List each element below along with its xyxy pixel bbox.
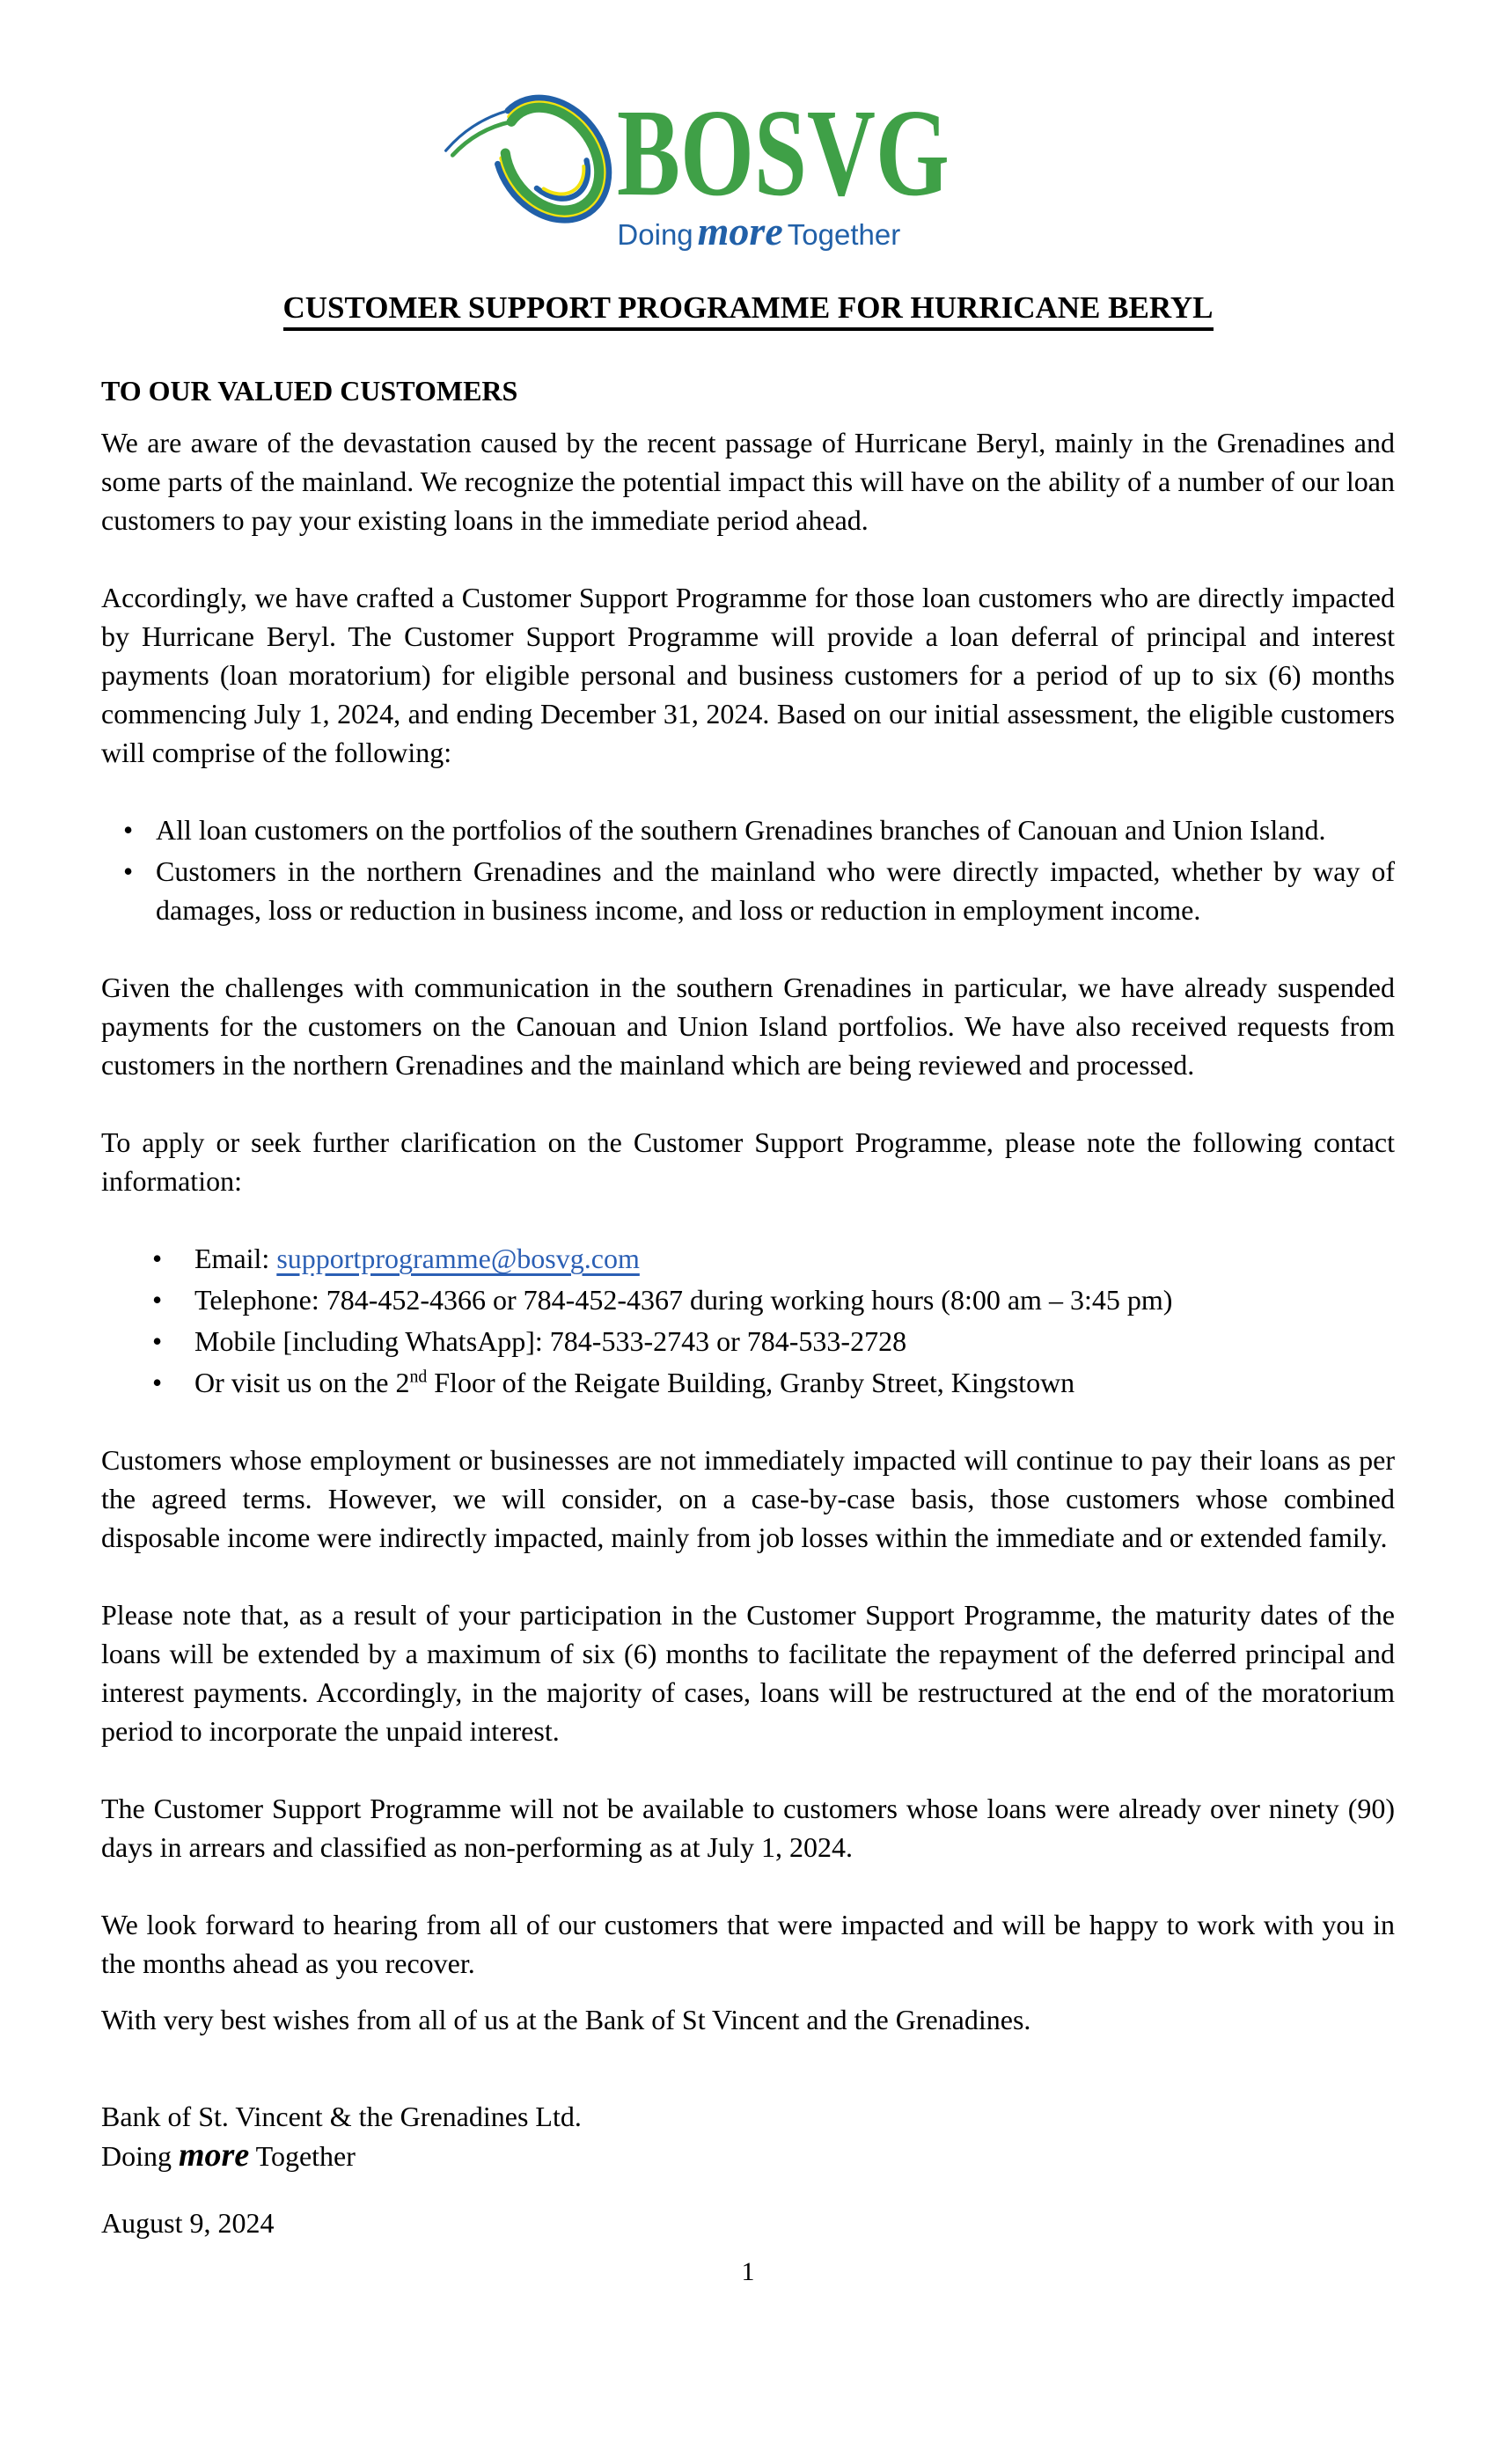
visit-prefix: Or visit us on the 2 [194, 1367, 410, 1398]
eligibility-item-1: • All loan customers on the portfolios of the southern Grenadines branches of Canouan and Union Island. [156, 810, 1395, 849]
paragraph-8: We look forward to hearing from all of our customers that were impacted and will be happy to work with you in the months ahead as you recover. [101, 1909, 1395, 1979]
contact-email [194, 1239, 1395, 1278]
paragraph-1: We are aware of the devastation caused by the recent passage of Hurricane Beryl, mainly in the Grenadines and some parts of the mainland. We recognize the potential impact this will have on the ability of a number of our loan customers to pay your existing loans in the immediate period ahead. [101, 427, 1395, 536]
tagline-suffix: Together [787, 218, 901, 251]
salutation: TO OUR VALUED CUSTOMERS [101, 375, 518, 407]
visit-suffix: Floor of the Reigate Building, Granby Street, Kingstown [427, 1367, 1075, 1398]
tagline-emphasis: more [697, 209, 783, 253]
paragraph-6: Please note that, as a result of your participation in the Customer Support Programme, the maturity dates of the loans will be extended by a maximum of six (6) months to facilitate the repayment of the deferred principal and interest payments. Accordingly, in the majority of cases, loans will be restructured at the end of the moratorium period to incorporate the unpaid interest. [101, 1599, 1395, 1747]
bosvg-logo [101, 0, 1395, 252]
paragraph-9: With very best wishes from all of us at the Bank of St Vincent and the Grenadines. [101, 2004, 1031, 2035]
paragraph-3: Given the challenges with communication in the southern Grenadines in particular, we have already suspended payments for the customers on the Canouan and Union Island portfolios. We have also received requests from customers in the northern Grenadines and the mainland which are being reviewed and processed. [101, 972, 1395, 1081]
contact-list [101, 1239, 1395, 1402]
bosvg-logo-text [617, 83, 1054, 253]
signature-tagline-emphasis: more [179, 2137, 250, 2174]
signature-tagline-prefix: Doing [101, 2140, 179, 2172]
document-date: August 9, 2024 [101, 2207, 275, 2239]
email-link[interactable]: supportprogramme@bosvg.com [276, 1243, 640, 1274]
bosvg-logo-tagline [617, 209, 1054, 253]
tagline-prefix: Doing [617, 218, 693, 251]
signature-company: Bank of St. Vincent & the Grenadines Ltd. [101, 2101, 582, 2132]
paragraph-5: Customers whose employment or businesses are not immediately impacted will continue to pay their loans as per the agreed terms. However, we will consider, on a case-by-case basis, those customers whose combined disposable income were indirectly impacted, mainly from job losses within the immediate and or extended family. [101, 1444, 1395, 1553]
eligibility-item-2: • Customers in the northern Grenadines and the mainland who were directly impacted, whether by way of damages, loss or reduction in business income, and loss or reduction in employment income. [156, 852, 1395, 929]
contact-mobile: • Mobile [including WhatsApp]: 784-533-2743 or 784-533-2728 [194, 1322, 1395, 1360]
signature-block [101, 2097, 1395, 2175]
paragraph-4: To apply or seek further clarification on the Customer Support Programme, please note the following contact information: [101, 1126, 1395, 1197]
paragraph-2: Accordingly, we have crafted a Customer Support Programme for those loan customers who are directly impacted by Hurricane Beryl. The Customer Support Programme will provide a loan deferral of principal and interest payments (loan moratorium) for eligible personal and business customers for a period of up to six (6) months commencing July 1, 2024, and ending December 31, 2024. Based on our initial assessment, the eligible customers will comprise of the following: [101, 582, 1395, 768]
contact-visit [194, 1363, 1395, 1402]
paragraph-7: The Customer Support Programme will not be available to customers whose loans were already over ninety (90) days in arrears and classified as non-performing as at July 1, 2024. [101, 1793, 1395, 1863]
signature-tagline-suffix: Together [249, 2140, 356, 2172]
page-number: 1 [741, 2257, 755, 2286]
visit-ordinal-superscript: nd [409, 1367, 428, 1387]
signature-tagline [101, 2136, 1395, 2175]
document-title: CUSTOMER SUPPORT PROGRAMME FOR HURRICANE BERYL [101, 290, 1395, 326]
bosvg-swoosh-icon [441, 81, 613, 238]
contact-telephone: • Telephone: 784-452-4366 or 784-452-4367 during working hours (8:00 am – 3:45 pm) [194, 1280, 1395, 1319]
eligibility-list [101, 810, 1395, 929]
email-label: Email: [194, 1243, 277, 1274]
bosvg-brand-name: BOSVG [617, 83, 950, 222]
